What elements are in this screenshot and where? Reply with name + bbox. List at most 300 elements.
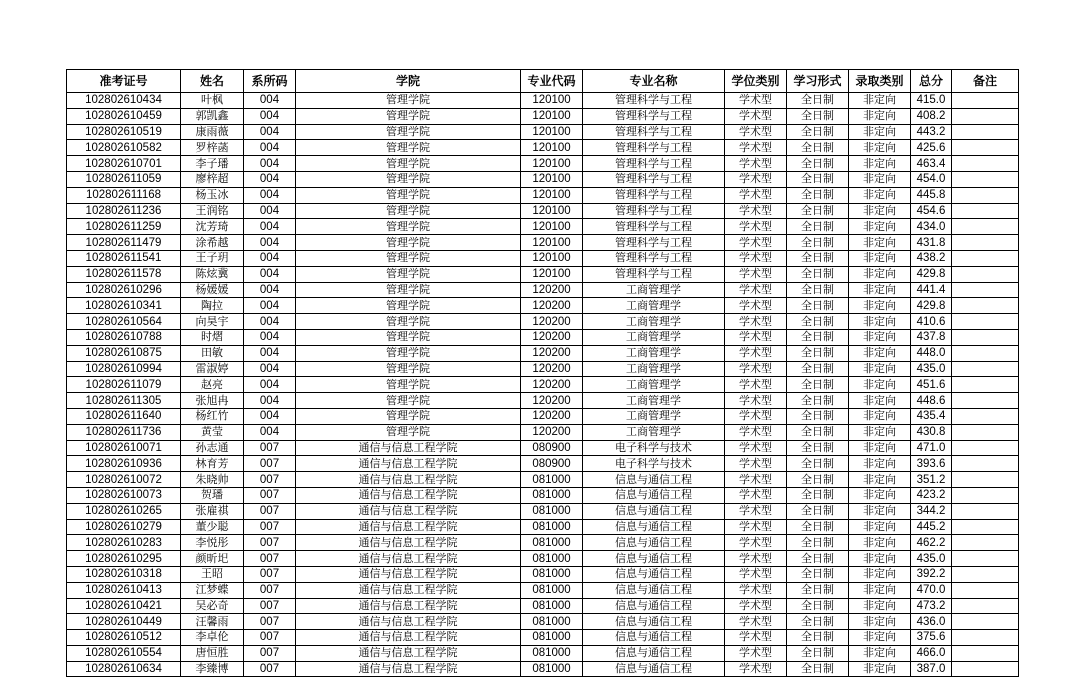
study-mode-cell: 全日制: [787, 472, 849, 488]
exam-id-cell: 102802610582: [67, 140, 181, 156]
admission-type-cell: 非定向: [849, 377, 911, 393]
remarks-cell: [952, 219, 1019, 235]
study-mode-cell: 全日制: [787, 140, 849, 156]
college-cell: 通信与信息工程学院: [296, 645, 521, 661]
study-mode-cell: 全日制: [787, 187, 849, 203]
remarks-cell: [952, 124, 1019, 140]
study-mode-cell: 全日制: [787, 377, 849, 393]
dept-code-cell: 004: [244, 314, 296, 330]
name-cell: 赵亮: [181, 377, 244, 393]
table-row: [67, 503, 1019, 519]
total-score-cell: 415.0: [911, 93, 952, 109]
name-cell: 廖梓超: [181, 171, 244, 187]
study-mode-cell: 全日制: [787, 345, 849, 361]
table-row: [67, 519, 1019, 535]
header-name: 姓名: [181, 70, 244, 93]
total-score-cell: 471.0: [911, 440, 952, 456]
major-code-cell: 120100: [521, 156, 583, 172]
total-score-cell: 429.8: [911, 266, 952, 282]
admission-type-cell: 非定向: [849, 156, 911, 172]
major-name-cell: 电子科学与技术: [583, 440, 725, 456]
remarks-cell: [952, 424, 1019, 440]
admission-table: [66, 69, 1019, 677]
degree-type-cell: 学术型: [725, 645, 787, 661]
major-code-cell: 120200: [521, 424, 583, 440]
major-code-cell: 120100: [521, 187, 583, 203]
table-row: [67, 140, 1019, 156]
degree-type-cell: 学术型: [725, 503, 787, 519]
table-row: [67, 456, 1019, 472]
total-score-cell: 408.2: [911, 108, 952, 124]
study-mode-cell: 全日制: [787, 566, 849, 582]
exam-id-cell: 102802610073: [67, 487, 181, 503]
dept-code-cell: 004: [244, 361, 296, 377]
total-score-cell: 429.8: [911, 298, 952, 314]
name-cell: 康雨薇: [181, 124, 244, 140]
admission-type-cell: 非定向: [849, 235, 911, 251]
name-cell: 孙志通: [181, 440, 244, 456]
dept-code-cell: 007: [244, 519, 296, 535]
study-mode-cell: 全日制: [787, 298, 849, 314]
major-code-cell: 081000: [521, 472, 583, 488]
remarks-cell: [952, 614, 1019, 630]
major-name-cell: 信息与通信工程: [583, 472, 725, 488]
total-score-cell: 448.6: [911, 393, 952, 409]
header-major-name: 专业名称: [583, 70, 725, 93]
admission-type-cell: 非定向: [849, 487, 911, 503]
table-row: [67, 424, 1019, 440]
study-mode-cell: 全日制: [787, 329, 849, 345]
degree-type-cell: 学术型: [725, 203, 787, 219]
college-cell: 管理学院: [296, 187, 521, 203]
exam-id-cell: 102802610449: [67, 614, 181, 630]
remarks-cell: [952, 645, 1019, 661]
dept-code-cell: 007: [244, 614, 296, 630]
admission-type-cell: 非定向: [849, 171, 911, 187]
total-score-cell: 438.2: [911, 250, 952, 266]
dept-code-cell: 007: [244, 487, 296, 503]
dept-code-cell: 004: [244, 156, 296, 172]
major-name-cell: 信息与通信工程: [583, 566, 725, 582]
degree-type-cell: 学术型: [725, 171, 787, 187]
exam-id-cell: 102802611079: [67, 377, 181, 393]
table-row: [67, 440, 1019, 456]
table-row: [67, 298, 1019, 314]
admission-type-cell: 非定向: [849, 661, 911, 677]
major-code-cell: 081000: [521, 519, 583, 535]
table-row: [67, 171, 1019, 187]
college-cell: 管理学院: [296, 171, 521, 187]
total-score-cell: 466.0: [911, 645, 952, 661]
exam-id-cell: 102802611736: [67, 424, 181, 440]
dept-code-cell: 004: [244, 408, 296, 424]
table-row: [67, 566, 1019, 582]
header-college: 学院: [296, 70, 521, 93]
exam-id-cell: 102802610413: [67, 582, 181, 598]
exam-id-cell: 102802611305: [67, 393, 181, 409]
table-row: [67, 582, 1019, 598]
admission-type-cell: 非定向: [849, 408, 911, 424]
study-mode-cell: 全日制: [787, 314, 849, 330]
table-row: [67, 408, 1019, 424]
dept-code-cell: 007: [244, 645, 296, 661]
name-cell: 唐恒胜: [181, 645, 244, 661]
dept-code-cell: 007: [244, 535, 296, 551]
exam-id-cell: 102802610071: [67, 440, 181, 456]
major-name-cell: 信息与通信工程: [583, 614, 725, 630]
total-score-cell: 445.8: [911, 187, 952, 203]
table-row: [67, 393, 1019, 409]
major-name-cell: 信息与通信工程: [583, 551, 725, 567]
major-code-cell: 081000: [521, 582, 583, 598]
table-row: [67, 645, 1019, 661]
study-mode-cell: 全日制: [787, 551, 849, 567]
remarks-cell: [952, 156, 1019, 172]
remarks-cell: [952, 661, 1019, 677]
degree-type-cell: 学术型: [725, 614, 787, 630]
college-cell: 管理学院: [296, 140, 521, 156]
exam-id-cell: 102802610318: [67, 566, 181, 582]
degree-type-cell: 学术型: [725, 551, 787, 567]
college-cell: 通信与信息工程学院: [296, 519, 521, 535]
dept-code-cell: 004: [244, 140, 296, 156]
name-cell: 王子玥: [181, 250, 244, 266]
study-mode-cell: 全日制: [787, 108, 849, 124]
total-score-cell: 454.0: [911, 171, 952, 187]
exam-id-cell: 102802610994: [67, 361, 181, 377]
degree-type-cell: 学术型: [725, 424, 787, 440]
remarks-cell: [952, 314, 1019, 330]
total-score-cell: 454.6: [911, 203, 952, 219]
major-code-cell: 120200: [521, 314, 583, 330]
study-mode-cell: 全日制: [787, 519, 849, 535]
remarks-cell: [952, 456, 1019, 472]
remarks-cell: [952, 408, 1019, 424]
name-cell: 李臻博: [181, 661, 244, 677]
major-code-cell: 081000: [521, 598, 583, 614]
major-code-cell: 080900: [521, 456, 583, 472]
admission-type-cell: 非定向: [849, 219, 911, 235]
admission-type-cell: 非定向: [849, 424, 911, 440]
admission-type-cell: 非定向: [849, 266, 911, 282]
table-row: [67, 108, 1019, 124]
remarks-cell: [952, 377, 1019, 393]
name-cell: 王润铭: [181, 203, 244, 219]
college-cell: 通信与信息工程学院: [296, 614, 521, 630]
exam-id-cell: 102802611259: [67, 219, 181, 235]
major-code-cell: 120200: [521, 408, 583, 424]
name-cell: 贺璠: [181, 487, 244, 503]
study-mode-cell: 全日制: [787, 250, 849, 266]
dept-code-cell: 007: [244, 598, 296, 614]
major-code-cell: 081000: [521, 630, 583, 646]
admission-type-cell: 非定向: [849, 203, 911, 219]
remarks-cell: [952, 171, 1019, 187]
major-code-cell: 081000: [521, 566, 583, 582]
table-row: [67, 93, 1019, 109]
college-cell: 管理学院: [296, 377, 521, 393]
admission-type-cell: 非定向: [849, 140, 911, 156]
admission-type-cell: 非定向: [849, 551, 911, 567]
total-score-cell: 351.2: [911, 472, 952, 488]
major-name-cell: 工商管理学: [583, 282, 725, 298]
table-row: [67, 487, 1019, 503]
remarks-cell: [952, 140, 1019, 156]
major-code-cell: 081000: [521, 614, 583, 630]
dept-code-cell: 004: [244, 250, 296, 266]
admission-type-cell: 非定向: [849, 187, 911, 203]
remarks-cell: [952, 361, 1019, 377]
study-mode-cell: 全日制: [787, 440, 849, 456]
exam-id-cell: 102802610295: [67, 551, 181, 567]
total-score-cell: 425.6: [911, 140, 952, 156]
total-score-cell: 462.2: [911, 535, 952, 551]
name-cell: 沈芳琦: [181, 219, 244, 235]
table-row: [67, 314, 1019, 330]
study-mode-cell: 全日制: [787, 424, 849, 440]
major-name-cell: 信息与通信工程: [583, 487, 725, 503]
exam-id-cell: 102802610701: [67, 156, 181, 172]
admission-type-cell: 非定向: [849, 519, 911, 535]
exam-id-cell: 102802611479: [67, 235, 181, 251]
total-score-cell: 437.8: [911, 329, 952, 345]
table-row: [67, 377, 1019, 393]
remarks-cell: [952, 472, 1019, 488]
degree-type-cell: 学术型: [725, 361, 787, 377]
remarks-cell: [952, 535, 1019, 551]
total-score-cell: 473.2: [911, 598, 952, 614]
admission-type-cell: 非定向: [849, 598, 911, 614]
dept-code-cell: 007: [244, 440, 296, 456]
header-study-mode: 学习形式: [787, 70, 849, 93]
total-score-cell: 436.0: [911, 614, 952, 630]
major-name-cell: 工商管理学: [583, 345, 725, 361]
major-name-cell: 管理科学与工程: [583, 140, 725, 156]
exam-id-cell: 102802610265: [67, 503, 181, 519]
college-cell: 通信与信息工程学院: [296, 440, 521, 456]
name-cell: 李悦彤: [181, 535, 244, 551]
major-code-cell: 081000: [521, 645, 583, 661]
exam-id-cell: 102802611541: [67, 250, 181, 266]
study-mode-cell: 全日制: [787, 203, 849, 219]
exam-id-cell: 102802610875: [67, 345, 181, 361]
major-name-cell: 信息与通信工程: [583, 661, 725, 677]
study-mode-cell: 全日制: [787, 361, 849, 377]
major-name-cell: 信息与通信工程: [583, 519, 725, 535]
degree-type-cell: 学术型: [725, 661, 787, 677]
degree-type-cell: 学术型: [725, 440, 787, 456]
dept-code-cell: 007: [244, 661, 296, 677]
exam-id-cell: 102802610936: [67, 456, 181, 472]
major-name-cell: 管理科学与工程: [583, 266, 725, 282]
college-cell: 管理学院: [296, 250, 521, 266]
total-score-cell: 430.8: [911, 424, 952, 440]
exam-id-cell: 102802610434: [67, 93, 181, 109]
name-cell: 江梦蝶: [181, 582, 244, 598]
dept-code-cell: 004: [244, 266, 296, 282]
remarks-cell: [952, 250, 1019, 266]
name-cell: 颜昕圯: [181, 551, 244, 567]
degree-type-cell: 学术型: [725, 329, 787, 345]
name-cell: 张雇祺: [181, 503, 244, 519]
college-cell: 管理学院: [296, 345, 521, 361]
college-cell: 通信与信息工程学院: [296, 582, 521, 598]
remarks-cell: [952, 440, 1019, 456]
college-cell: 管理学院: [296, 266, 521, 282]
total-score-cell: 344.2: [911, 503, 952, 519]
remarks-cell: [952, 282, 1019, 298]
dept-code-cell: 004: [244, 171, 296, 187]
exam-id-cell: 102802610296: [67, 282, 181, 298]
dept-code-cell: 004: [244, 187, 296, 203]
table-row: [67, 614, 1019, 630]
admission-type-cell: 非定向: [849, 124, 911, 140]
exam-id-cell: 102802610279: [67, 519, 181, 535]
dept-code-cell: 007: [244, 630, 296, 646]
admission-type-cell: 非定向: [849, 472, 911, 488]
study-mode-cell: 全日制: [787, 456, 849, 472]
degree-type-cell: 学术型: [725, 314, 787, 330]
major-code-cell: 081000: [521, 535, 583, 551]
major-name-cell: 工商管理学: [583, 393, 725, 409]
admission-type-cell: 非定向: [849, 645, 911, 661]
dept-code-cell: 004: [244, 393, 296, 409]
remarks-cell: [952, 266, 1019, 282]
degree-type-cell: 学术型: [725, 408, 787, 424]
dept-code-cell: 004: [244, 108, 296, 124]
college-cell: 管理学院: [296, 329, 521, 345]
major-name-cell: 信息与通信工程: [583, 598, 725, 614]
degree-type-cell: 学术型: [725, 535, 787, 551]
name-cell: 吴必奇: [181, 598, 244, 614]
study-mode-cell: 全日制: [787, 535, 849, 551]
dept-code-cell: 004: [244, 124, 296, 140]
table-row: [67, 235, 1019, 251]
college-cell: 管理学院: [296, 203, 521, 219]
major-name-cell: 工商管理学: [583, 424, 725, 440]
name-cell: 李卓伦: [181, 630, 244, 646]
name-cell: 向昊宇: [181, 314, 244, 330]
total-score-cell: 434.0: [911, 219, 952, 235]
degree-type-cell: 学术型: [725, 140, 787, 156]
table-row: [67, 124, 1019, 140]
table-row: [67, 266, 1019, 282]
table-row: [67, 551, 1019, 567]
name-cell: 林育芳: [181, 456, 244, 472]
major-name-cell: 管理科学与工程: [583, 108, 725, 124]
study-mode-cell: 全日制: [787, 582, 849, 598]
study-mode-cell: 全日制: [787, 124, 849, 140]
table-body: [67, 93, 1019, 677]
major-name-cell: 工商管理学: [583, 329, 725, 345]
total-score-cell: 393.6: [911, 456, 952, 472]
name-cell: 郭凯鑫: [181, 108, 244, 124]
college-cell: 管理学院: [296, 424, 521, 440]
exam-id-cell: 102802611236: [67, 203, 181, 219]
header-exam-id: 准考证号: [67, 70, 181, 93]
table-row: [67, 345, 1019, 361]
major-name-cell: 管理科学与工程: [583, 156, 725, 172]
name-cell: 杨媛媛: [181, 282, 244, 298]
dept-code-cell: 007: [244, 456, 296, 472]
admission-type-cell: 非定向: [849, 535, 911, 551]
remarks-cell: [952, 566, 1019, 582]
name-cell: 李子璠: [181, 156, 244, 172]
major-name-cell: 管理科学与工程: [583, 171, 725, 187]
major-name-cell: 工商管理学: [583, 361, 725, 377]
study-mode-cell: 全日制: [787, 645, 849, 661]
major-name-cell: 管理科学与工程: [583, 250, 725, 266]
table-row: [67, 203, 1019, 219]
table-row: [67, 535, 1019, 551]
exam-id-cell: 102802611578: [67, 266, 181, 282]
major-code-cell: 081000: [521, 487, 583, 503]
degree-type-cell: 学术型: [725, 472, 787, 488]
major-name-cell: 管理科学与工程: [583, 219, 725, 235]
admission-type-cell: 非定向: [849, 93, 911, 109]
major-code-cell: 081000: [521, 503, 583, 519]
total-score-cell: 375.6: [911, 630, 952, 646]
total-score-cell: 470.0: [911, 582, 952, 598]
remarks-cell: [952, 329, 1019, 345]
table-row: [67, 250, 1019, 266]
name-cell: 汪馨雨: [181, 614, 244, 630]
degree-type-cell: 学术型: [725, 345, 787, 361]
college-cell: 通信与信息工程学院: [296, 472, 521, 488]
remarks-cell: [952, 93, 1019, 109]
remarks-cell: [952, 187, 1019, 203]
exam-id-cell: 102802611059: [67, 171, 181, 187]
total-score-cell: 392.2: [911, 566, 952, 582]
header-major-code: 专业代码: [521, 70, 583, 93]
name-cell: 田敏: [181, 345, 244, 361]
study-mode-cell: 全日制: [787, 487, 849, 503]
admission-type-cell: 非定向: [849, 329, 911, 345]
college-cell: 管理学院: [296, 298, 521, 314]
major-code-cell: 120100: [521, 140, 583, 156]
remarks-cell: [952, 582, 1019, 598]
major-name-cell: 管理科学与工程: [583, 187, 725, 203]
major-name-cell: 信息与通信工程: [583, 535, 725, 551]
study-mode-cell: 全日制: [787, 156, 849, 172]
admission-type-cell: 非定向: [849, 345, 911, 361]
table-row: [67, 156, 1019, 172]
admission-type-cell: 非定向: [849, 614, 911, 630]
total-score-cell: 451.6: [911, 377, 952, 393]
exam-id-cell: 102802611168: [67, 187, 181, 203]
dept-code-cell: 004: [244, 424, 296, 440]
admission-type-cell: 非定向: [849, 108, 911, 124]
table-row: [67, 187, 1019, 203]
degree-type-cell: 学术型: [725, 630, 787, 646]
major-code-cell: 120200: [521, 282, 583, 298]
college-cell: 通信与信息工程学院: [296, 535, 521, 551]
degree-type-cell: 学术型: [725, 377, 787, 393]
major-code-cell: 081000: [521, 551, 583, 567]
name-cell: 张旭冉: [181, 393, 244, 409]
admission-type-cell: 非定向: [849, 566, 911, 582]
total-score-cell: 431.8: [911, 235, 952, 251]
exam-id-cell: 102802610519: [67, 124, 181, 140]
degree-type-cell: 学术型: [725, 266, 787, 282]
major-name-cell: 管理科学与工程: [583, 124, 725, 140]
name-cell: 杨玉冰: [181, 187, 244, 203]
major-name-cell: 电子科学与技术: [583, 456, 725, 472]
degree-type-cell: 学术型: [725, 156, 787, 172]
major-code-cell: 120100: [521, 93, 583, 109]
college-cell: 管理学院: [296, 361, 521, 377]
remarks-cell: [952, 551, 1019, 567]
